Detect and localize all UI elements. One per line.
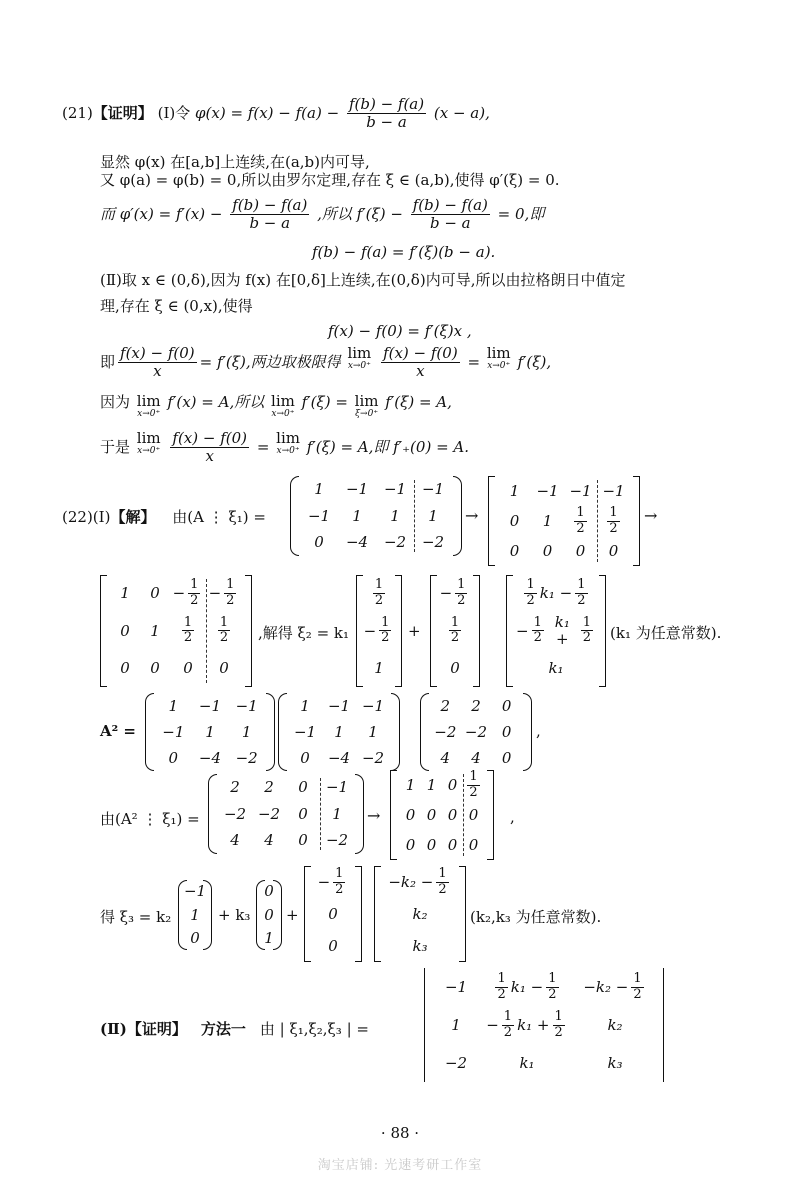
q21-part2-line1: (Ⅱ)取 x ∈ (0,δ),因为 f(x) 在[0,δ]上连续,在(0,δ)内可导,所以由拉格朗日中值定 [100,271,626,289]
q21-line8: 即 $\frac{f(x) - f(0)}{x}$ = f′(ξ),两边取极限得 lim x→0⁺ $\frac{f(x) - f(0)}{x}$ = lim x→0⁺ f′(ξ), [100,344,552,381]
matrix-row-reduced-1 [488,476,640,566]
matrix-cell: −2 [325,831,349,850]
matrix-cell: 1 [451,1015,461,1034]
matrix-cell: − $\frac{1}{2}$ k₁ + $\frac{1}{2}$ [486,1008,563,1040]
matrix-A-squared [420,693,532,771]
comma: , [510,808,515,826]
matrix-cell: −1 [602,481,625,500]
q21-proof-tag: 【证明】 [92,103,153,122]
matrix-cell: −1 [307,506,331,525]
matrix-cell: −4 [345,533,369,552]
q21-line10: 于是 lim x→0⁺ $\frac{f(x) - f(0)}{x}$ = lim x→0⁺ f′(ξ) = A,即 f′₊(0) = A. [100,429,470,466]
q21-number: (21) [62,103,93,122]
matrix-cell: − $\frac{1}{2}$ [317,865,344,897]
matrix-cell: −2 [464,722,488,741]
matrix-cell: $\frac{1}{2}$ [450,614,460,646]
matrix-cell: $\frac{1}{2}$ [576,504,585,536]
matrix-cell: k₂ [607,1015,623,1034]
matrix-cell: −k₂ − $\frac{1}{2}$ [583,970,642,1002]
determinant [424,968,664,1082]
matrix-cell: −1 [162,722,185,741]
q21-fraction: $\frac{f(b) - f(a)}{b - a}$ [348,95,425,132]
matrix-cell: 4 [440,748,451,767]
matrix-cell: 1 [314,480,324,499]
matrix-cell: 0 [298,831,308,850]
matrix-cell: 0 [542,541,553,560]
vector-xi3 [374,866,466,962]
matrix-cell: −1 [383,480,407,499]
matrix-cell: 1 [390,506,400,525]
matrix-cell: 4 [471,748,481,767]
matrix-cell: 0 [468,835,479,854]
matrix-cell: 0 [264,905,274,924]
matrix-cell: $\frac{1}{2}$ [219,614,229,646]
matrix-cell: $\frac{1}{2}$ [609,504,618,536]
matrix-cell: − $\frac{1}{2}$ k₁ + $\frac{1}{2}$ [516,613,591,648]
arrow: → [644,506,658,525]
matrix-cell: 0 [426,835,437,854]
matrix-cell: −1 [327,696,351,715]
matrix-cell: 0 [501,696,512,715]
solve-label: ,解得 ξ₂ = k₁ [258,624,350,642]
matrix-cell: $\frac{1}{2}$ [374,577,384,609]
matrix-cell: k₂ [412,904,428,923]
matrix-cell: $\frac{1}{2}$ [469,768,478,800]
arrow: → [367,806,381,825]
q21-mvt: f(x) − f(0) = f′(ξ)x , [328,322,472,340]
matrix-cell: −1 [235,696,258,715]
matrix-cell: −1 [421,480,445,499]
matrix-A-second [278,693,400,771]
matrix-cell: k₁ [548,659,564,678]
matrix-cell: 0 [219,659,229,678]
matrix-cell: 1 [368,722,378,741]
matrix-cell: −2 [434,722,457,741]
q21-part2-line2: 理,存在 ξ ∈ (0,x),使得 [100,297,253,315]
q21-line4: 而 φ′(x) = f′(x) − $\frac{f(b) - f(a)}{b - a}$ ,所以 f′(ξ) − $\frac{f(b) - f(a)}{b - a}$ = 0,即 [100,196,545,233]
matrix-cell: −1 [569,481,592,500]
matrix-cell: k₁ [519,1053,535,1072]
comma: , [536,722,541,740]
matrix-cell: $\frac{1}{2}$ k₁ − $\frac{1}{2}$ [526,577,586,609]
matrix-cell: 1 [205,722,215,741]
matrix-cell: 1 [334,722,344,741]
q22-line1-label: (22)(Ⅰ)【解】 由(A ⋮ ξ₁) = [62,508,266,526]
matrix-cell: 0 [120,659,130,678]
matrix-cell: 0 [264,882,274,901]
matrix-cell: −4 [327,748,351,767]
q21-line2: 显然 φ(x) 在[a,b]上连续,在(a,b)内可导, [100,153,370,171]
plus: + [286,906,299,924]
matrix-cell: 1 [120,584,130,603]
vector-w3 [304,866,362,962]
matrix-cell: 0 [298,804,308,823]
augment-divider [320,778,321,850]
matrix-cell: −4 [198,748,222,767]
matrix-cell: −1 [183,882,207,901]
q21-line9: 因为 lim x→0⁺ f′(x) = A,所以 lim x→0⁺ f′(ξ) = lim ξ→0⁺ f′(ξ) = A, [100,392,452,419]
vector-v2 [430,575,480,687]
matrix-cell: 0 [575,541,586,560]
matrix-cell: k₃ [607,1053,623,1072]
matrix-cell: 0 [328,936,338,955]
augment-divider [463,774,464,856]
matrix-cell: −k₂ − $\frac{1}{2}$ [388,865,447,897]
matrix-cell: 0 [405,835,416,854]
matrix-cell: 0 [501,722,512,741]
matrix-rref-2 [390,770,494,860]
by2-label: 由(A² ⋮ ξ₁) = [100,810,200,828]
matrix-cell: − $\frac{1}{2}$ [363,614,390,646]
matrix-cell: −1 [536,481,559,500]
q21-line3: 又 φ(a) = φ(b) = 0,所以由罗尔定理,存在 ξ ∈ (a,b),使得 φ′(ξ) = 0. [100,171,560,189]
matrix-cell: 4 [230,831,240,850]
matrix-cell: 2 [440,696,451,715]
matrix-cell: 1 [264,929,274,948]
matrix-cell: 0 [447,835,458,854]
matrix-cell: k₃ [412,936,428,955]
matrix-cell: 0 [509,541,520,560]
arrow: → [465,506,479,525]
matrix-cell: 0 [120,621,130,640]
matrix-cell: 1 [168,696,179,715]
get-label: 得 ξ₃ = k₂ [100,908,172,926]
const2: (k₂,k₃ 为任意常数). [470,908,602,926]
vector-xi2 [506,575,606,687]
matrix-cell: 1 [352,506,362,525]
matrix-rref-1 [100,575,252,687]
matrix-cell: 4 [264,831,274,850]
matrix-cell: − $\frac{1}{2}$ [439,577,466,609]
matrix-cell: −1 [444,977,468,996]
page-number: · 88 · [380,1124,420,1142]
matrix-cell: 1 [374,659,384,678]
matrix-cell: 0 [447,805,458,824]
plus: + [408,622,421,640]
matrix-cell: − $\frac{1}{2}$ [172,577,199,609]
matrix-cell: 1 [428,506,438,525]
matrix-cell: −2 [235,748,258,767]
matrix-cell: $\frac{1}{2}$ [183,614,193,646]
matrix-cell: 0 [150,584,160,603]
matrix-cell: 0 [468,805,479,824]
matrix-cell: 1 [405,775,416,794]
matrix-cell: 0 [190,929,200,948]
matrix-cell: −2 [361,748,385,767]
watermark: 淘宝店铺: 光速考研工作室 [317,1158,483,1173]
matrix-cell: −2 [223,804,247,823]
matrix-cell: 0 [300,748,310,767]
matrix-cell: 0 [328,904,338,923]
matrix-cell: −1 [361,696,385,715]
matrix-cell: 0 [168,748,179,767]
matrix-cell: 0 [405,805,416,824]
matrix-cell: 1 [150,621,160,640]
matrix-cell: 0 [450,659,460,678]
matrix-cell: 1 [426,775,437,794]
augment-divider [597,480,598,562]
matrix-cell: $\frac{1}{2}$ k₁ − $\frac{1}{2}$ [497,970,557,1002]
matrix-cell: 1 [509,481,520,500]
part2-line: (Ⅱ)【证明】 方法一 由 | ξ₁,ξ₂,ξ₃ | = [100,1020,369,1038]
matrix-cell: 2 [264,778,274,797]
q21-line5: f(b) − f(a) = f′(ξ)(b − a). [312,243,496,261]
q21-part1-label: (Ⅰ)令 [157,103,191,122]
matrix-cell: 0 [150,659,160,678]
matrix-A [145,693,275,771]
matrix-cell: 1 [332,804,342,823]
augment-divider [414,480,415,552]
matrix-A-xi1 [290,476,462,556]
k3-label: + k₃ [218,906,251,924]
matrix-cell: 0 [509,511,520,530]
matrix-cell: −1 [198,696,222,715]
matrix-cell: −2 [257,804,281,823]
matrix-cell: 0 [608,541,619,560]
matrix-cell: − $\frac{1}{2}$ [208,577,235,609]
matrix-cell: 2 [230,778,240,797]
matrix-cell: 0 [314,533,324,552]
A2-label: A² = [100,722,136,740]
matrix-cell: 0 [426,805,437,824]
matrix-cell: −1 [325,778,349,797]
matrix-cell: −2 [421,533,445,552]
matrix-cell: 0 [501,748,512,767]
phi-def-left: φ(x) = f(x) − f(a) − [195,103,340,122]
matrix-cell: 1 [542,511,553,530]
matrix-cell: −1 [293,722,317,741]
matrix-cell: −1 [345,480,369,499]
matrix-cell: 0 [447,775,458,794]
matrix-cell: 1 [300,696,310,715]
vector-w1 [178,880,212,950]
matrix-cell: 0 [183,659,193,678]
matrix-cell: −2 [444,1053,468,1072]
q21-line1 [62,96,490,132]
matrix-cell: 1 [190,905,200,924]
vector-v1 [356,575,402,687]
vector-w2 [256,880,282,950]
const1: (k₁ 为任意常数). [610,624,722,642]
matrix-cell: 1 [241,722,252,741]
phi-def-right: (x − a), [433,103,490,122]
matrix-cell: 0 [298,778,308,797]
matrix-cell: −2 [383,533,407,552]
matrix-A2-xi1 [208,774,364,854]
matrix-cell: 2 [471,696,481,715]
augment-divider [206,579,207,683]
